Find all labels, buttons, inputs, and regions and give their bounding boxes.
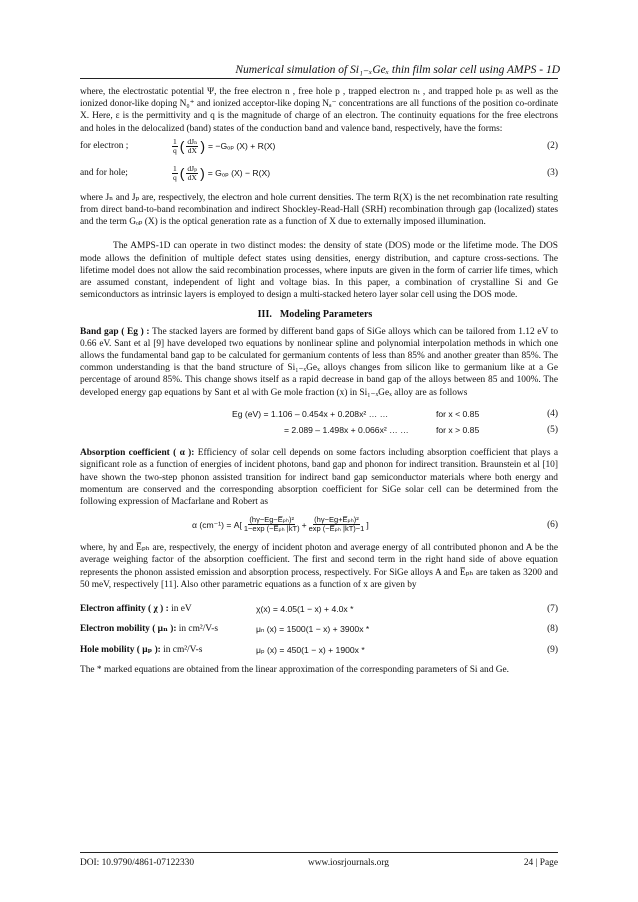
parameter-row-electron-mobility: Electron mobility ( μₙ ): in cm²/V-s μₙ (x) = 1500(1 − x) + 3900x * (8)	[80, 624, 558, 635]
equation-6-lhs: α (cm⁻¹) = A[	[192, 519, 242, 530]
equation-2: for electron ; $\frac{1}{q}$ ( $\frac{\text{dJₙ}}{dX}$ ) = −Gₒₚ (X) + R(X) (2)	[80, 136, 558, 155]
section-number: III.	[257, 309, 272, 321]
header-divider	[80, 78, 558, 79]
equation-7-number: (7)	[547, 604, 558, 615]
paragraph-band-gap	[80, 326, 558, 399]
equation-3-derivative: $\frac{\text{dJₚ}}{dX}$	[187, 163, 198, 182]
equation-6-plus: +	[301, 519, 307, 530]
paragraph-current-densities: where Jₙ and Jₚ are, respectively, the electron and hole current densities. The term R(X) is the net recombination rate resulting from direct band-to-band recombination and indirect Shockley-Read-Hall (SRH) recombination through gap (localized) states and the term Gₒₚ (X) is the optical generation rate as a function of X due to externally imposed illumination.	[80, 192, 558, 228]
equation-4	[80, 408, 558, 420]
equation-3-label: and for hole;	[80, 168, 128, 179]
equation-7: χ(x) = 4.05(1 − x) + 4.0x *	[256, 604, 354, 615]
equation-9-number: (9)	[547, 644, 558, 655]
footer-page-number: 24 | Page	[523, 858, 558, 868]
parameter-row-hole-mobility: Hole mobility ( μₚ ): in cm²/V-s μₚ (x) = 450(1 − x) + 1900x * (9)	[80, 644, 558, 655]
equation-8-number: (8)	[547, 624, 558, 635]
paragraph-potential: where, the electrostatic potential Ψ, the free electron n , free hole p , trapped electron nₜ , and trapped hole pₜ as well as the ionized donor-like doping N₀⁺ and ionized acceptor-like doping Nₐ⁻ concentrations are all functions of the position co-ordinate X. Here, ε is the permittivity and q is the magnitude of charge of an electron. The continuity equations for the free electrons and holes in the delocalized (band) states of the conduction band and valence band, respectively, have the forms:	[80, 87, 558, 134]
equation-3-prefactor: $\frac{1}{q}$	[173, 163, 177, 182]
equation-2-derivative: $\frac{\text{dJₙ}}{dX}$	[187, 136, 198, 155]
paragraph-footnote: The * marked equations are obtained from the linear approximation of the corresponding parameters of Si and Ge.	[80, 664, 510, 675]
footer-website: www.iosrjournals.org	[308, 858, 389, 868]
equation-2-number: (2)	[547, 141, 558, 152]
parameter-row-electron-affinity: Electron affinity ( χ ) : in eV χ(x) = 4.05(1 − x) + 4.0x * (7)	[80, 604, 558, 615]
equation-6-number: (6)	[547, 519, 558, 530]
absorption-text: Efficiency of solar cell depends on some factors including absorption coefficient that plays a significant role as a function of energies of incident photons, band gap and phonon for indirect transition. Braunstein et al [10] have shown the two-step phonon assisted transition for indirect band gap semiconductor materials where both energy and momentum are conserved and the corresponding absorption coefficient for SiGe solar cell can be determined from the following expression of Macfarlane and Robert as	[80, 448, 559, 508]
equation-3-number: (3)	[547, 168, 558, 179]
band-gap-text: The stacked layers are formed by different band gaps of SiGe alloys which can be tailored from 1.12 eV to 0.66 eV. Sant et al [9] have developed two equations by nonlinear spline and polynomial interpolation methods in which one allows the fundamental band gap to be calculated for germanium contents of less than 85% and another greater than 85%. The common understanding is that the band structure of Si₁₋ₓGeₓ alloys changes from silicon like to germanium like at a Ge percentage of around 85%. This change shows itself as a rapid decrease in band gap of the alloys between 85 and 100%. The developed energy gap equations by Sant et al with Ge mole fraction (x) in Si₁₋ₓGeₓ alloy are as follows	[80, 326, 559, 398]
equation-4-number: (4)	[547, 408, 558, 419]
paragraph-amps-modes: The AMPS-1D can operate in two distinct modes: the density of state (DOS) mode or the lifetime mode. The DOS mode allows the definition of multiple defect states using densities, energy distribution, and capture cross-sections. The lifetime model does not allow the said recombination processes, where inputs are given in the form of carrier life times, which are assumed constant, independent of light and voltage bias. In this paper, a combination of crystalline Si and Ge semiconductors as intrinsic layers is employed to design a multi-stacked hetero layer solar cell using the DOS mode.	[80, 241, 558, 301]
equation-9: μₚ (x) = 450(1 − x) + 1900x *	[256, 644, 365, 655]
absorption-lead: Absorption coefficient ( α ):	[80, 448, 195, 459]
equation-4-expression: Eg (eV) = 1.106 – 0.454x + 0.208x² … …	[232, 408, 389, 419]
footer-doi: DOI: 10.9790/4861-07122330	[80, 858, 195, 868]
band-gap-lead: Band gap ( Eg ) :	[80, 326, 150, 337]
equation-2-prefactor: $\frac{1}{q}$	[173, 136, 177, 155]
footer-divider	[80, 852, 558, 853]
equation-6	[80, 516, 558, 533]
paragraph-absorption	[80, 447, 558, 508]
equation-5	[80, 424, 558, 436]
equation-8: μₙ (x) = 1500(1 − x) + 3900x *	[256, 624, 370, 635]
section-heading	[80, 309, 558, 321]
equation-4-condition: for x < 0.85	[436, 408, 480, 419]
page-body	[80, 86, 558, 676]
equation-2-label: for electron ;	[80, 141, 129, 152]
equation-3-rhs: = Gₒₚ (X) − R(X)	[207, 168, 271, 179]
running-header: Numerical simulation of Si₁₋ₓGeₓ thin film solar cell using AMPS - 1D	[235, 64, 560, 76]
equation-5-condition: for x > 0.85	[436, 425, 480, 436]
equation-2-rhs: = −Gₒₚ (X) + R(X)	[208, 141, 276, 152]
equation-6-absorption-term: $\frac{\text{(hγ−Eg+E̅ₚₕ)²}}{\text{exp (−E̅ₚₕ |kT)−1}}$	[308, 515, 365, 534]
equation-6-emission-term: $\frac{\text{(hγ−Eg−E̅ₚₕ)²}}{\text{1−exp (−E̅ₚₕ |kT)}}$	[243, 515, 300, 534]
equation-5-expression: = 2.089 – 1.498x + 0.066x² … …	[284, 425, 409, 436]
equation-5-number: (5)	[547, 425, 558, 436]
section-title: Modeling Parameters	[279, 309, 373, 321]
equation-6-close: ]	[366, 519, 369, 530]
paragraph-phonon: where, hγ and E̅ₚₕ are, respectively, the energy of incident photon and average energy of all contributed phonon and A be the average weighing factor of the absorption coefficient. The first and second term in the right hand side of above equation represents the phonon assisted emission and absorption process, respectively. For SiGe alloys A and E̅ₚₕ are taken as 3200 and 50 meV, respectively [11]. Also other parametric equations as a function of x are given by	[80, 543, 558, 590]
equation-3: and for hole; $\frac{1}{q}$ ( $\frac{\text{dJₚ}}{dX}$ ) = Gₒₚ (X) − R(X) (3)	[80, 163, 558, 182]
